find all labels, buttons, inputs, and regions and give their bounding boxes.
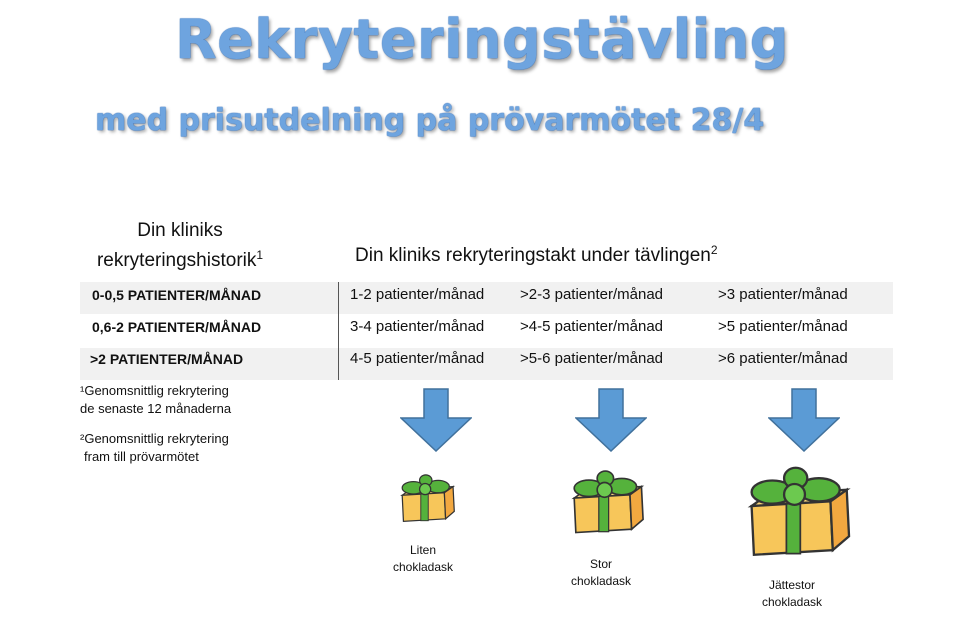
table-cell-small: 1-2 patienter/månad: [350, 286, 485, 303]
small-gift-icon: [396, 474, 458, 524]
prize-label-line1: Jättestor: [768, 578, 816, 592]
table-cell-medium: >2-3 patienter/månad: [520, 286, 664, 303]
row-label: >2 PATIENTER/MÅNAD: [90, 351, 244, 367]
history-heading-line2: rekryteringshistorik: [96, 250, 257, 271]
prize-label-small: [363, 542, 483, 576]
table-cell-medium: >5-6 patienter/månad: [520, 350, 664, 367]
table-cell-small: 4-5 patienter/månad: [350, 350, 485, 367]
footnote-1-line1: ¹Genomsnittlig rekrytering: [80, 383, 229, 398]
table-divider: [338, 282, 339, 380]
table-cell-large: >5 patienter/månad: [718, 318, 848, 335]
pace-heading-text: Din kliniks rekryteringstakt under tävlingen: [355, 245, 711, 266]
footnote-1: [80, 382, 231, 418]
table-cell-small: 3-4 patienter/månad: [350, 318, 485, 335]
footnote-2: [80, 430, 229, 466]
prize-label-line2: chokladask: [392, 560, 454, 574]
footnote-2-line1: ²Genomsnittlig rekrytering: [80, 431, 229, 446]
arrow-down-icon: [768, 388, 840, 452]
prize-label-line2: chokladask: [570, 574, 632, 588]
row-label: 0,6-2 PATIENTER/MÅNAD: [92, 319, 262, 335]
prize-label-line1: Liten: [409, 543, 437, 557]
prize-label-line2: chokladask: [761, 595, 823, 609]
history-heading-sup: 1: [256, 248, 264, 262]
pace-heading: [355, 243, 718, 267]
table-cell-large: >6 patienter/månad: [718, 350, 848, 367]
footnote-2-line2: fram till prövarmötet: [84, 449, 199, 464]
footnote-1-line2: de senaste 12 månaderna: [80, 401, 232, 416]
table-cell-large: >3 patienter/månad: [718, 286, 848, 303]
large-gift-icon: [566, 470, 648, 536]
table-cell-medium: >4-5 patienter/månad: [520, 318, 664, 335]
page-subtitle: med prisutdelning på prövarmötet 28/4: [95, 103, 765, 138]
row-label: 0-0,5 PATIENTER/MÅNAD: [92, 287, 262, 303]
arrow-down-icon: [400, 388, 472, 452]
page-title: Rekryteringstävling: [175, 8, 789, 71]
history-heading-line1: Din kliniks: [137, 220, 223, 241]
pace-heading-sup: 2: [710, 243, 718, 257]
history-heading: [80, 218, 280, 273]
prize-label-huge: [732, 577, 852, 611]
prize-label-line1: Stor: [589, 557, 612, 571]
huge-gift-icon: [740, 466, 856, 560]
prize-label-large: [541, 556, 661, 590]
arrow-down-icon: [575, 388, 647, 452]
